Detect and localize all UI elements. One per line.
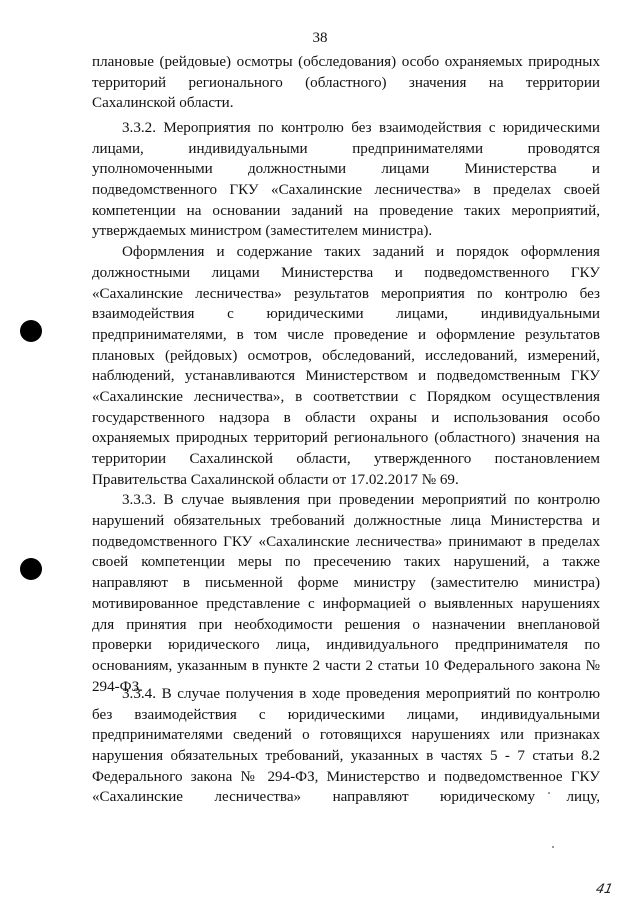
punch-hole-bottom	[20, 558, 42, 580]
text-line: 3.3.4. В случае получения в ходе проведения мероприятий по контролю	[122, 686, 600, 702]
text-line: наблюдений, устанавливаются Министерством и подведомственным ГКУ	[92, 368, 600, 385]
text-line: 294-ФЗ.	[92, 678, 143, 695]
text-line: «Сахалинские лесничества», в соответствии с Порядком осуществления	[92, 388, 600, 405]
page-number: 38	[312, 30, 328, 46]
text-line: Правительства Сахалинской области от 17.02.2017 № 69.	[92, 471, 459, 488]
text-line: предпринимателями, в том числе проведение и оформление результатов	[92, 326, 600, 343]
text-line: 3.3.2. Мероприятия по контролю без взаимодействия с юридическими	[122, 120, 600, 136]
text-line: Оформления и содержание таких заданий и порядок оформления	[122, 244, 600, 261]
text-line: территории Сахалинской области, утвержденного постановлением	[92, 451, 600, 467]
punch-hole-top	[20, 320, 42, 342]
text-line: «Сахалинские лесничества» направляют юридическому лицу,	[92, 789, 600, 806]
text-line: своей компетенции меры по пресечению таких нарушений, а также	[92, 554, 600, 571]
handwritten-page-mark: 41	[594, 882, 615, 897]
text-line: лицами, индивидуальными предпринимателями проводятся	[92, 140, 600, 157]
text-line: территорий регионального (областного) значения на территории	[92, 74, 600, 91]
section-3-3-2-and-3-3-3	[92, 118, 600, 697]
text-line: основаниям, указанным в пункте 2 части 2 статьи 10 Федерального закона №	[92, 657, 600, 674]
text-line: должностными лицами Министерства и подведомственного ГКУ	[92, 264, 600, 281]
text-line: проверки юридического лица, индивидуального предпринимателя по	[92, 637, 600, 654]
text-line: государственного надзора в области охраны и использования особо	[92, 409, 600, 426]
text-line: Федерального закона № 294-ФЗ, Министерство и подведомственное ГКУ	[92, 768, 600, 785]
text-line: 3.3.3. В случае выявления при проведении мероприятий по контролю	[122, 492, 600, 509]
text-line: предпринимателями сведений о готовящихся нарушениях или признаках	[92, 727, 600, 744]
text-line: нарушения обязательных требований, указанных в частях 5 - 7 статьи 8.2	[92, 748, 600, 765]
text-line: нарушений обязательных требований должностные лица Министерства и	[92, 513, 600, 530]
text-line: мотивированное представление с информацией о выявленных нарушениях	[92, 595, 600, 612]
text-line: компетенции на основании заданий на проведение таких мероприятий,	[92, 202, 600, 219]
paragraph-continuation	[92, 52, 600, 114]
text-line: взаимодействия с юридическими лицами, индивидуальными	[92, 306, 600, 323]
text-line: без взаимодействия с юридическими лицами, индивидуальными	[92, 706, 600, 723]
text-line: направляют в письменной форме министру (заместителю министра)	[92, 575, 600, 592]
scan-speck	[552, 846, 554, 848]
text-line: уполномоченными должностными лицами Министерства и	[92, 161, 600, 178]
text-line: плановых (рейдовых) осмотров, обследований, исследований, измерений,	[92, 347, 600, 364]
text-line: подведомственного ГКУ «Сахалинские лесничества» в пределах своей	[92, 182, 600, 199]
text-line: подведомственного ГКУ «Сахалинские лесничества» принимают в пределах	[92, 533, 600, 550]
text-line: охраняемых природных территорий регионального (областного) значения на	[92, 430, 600, 447]
text-line: плановые (рейдовые) осмотры (обследования) особо охраняемых природных	[92, 54, 600, 70]
text-line: Сахалинской области.	[92, 95, 234, 112]
text-line: «Сахалинские лесничества» результатов мероприятия по контролю без	[92, 285, 600, 302]
text-line: утверждаемых министром (заместителем министра).	[92, 223, 433, 240]
text-line: для принятия при необходимости решения о назначении внеплановой	[92, 616, 600, 633]
section-3-3-4	[92, 684, 600, 808]
